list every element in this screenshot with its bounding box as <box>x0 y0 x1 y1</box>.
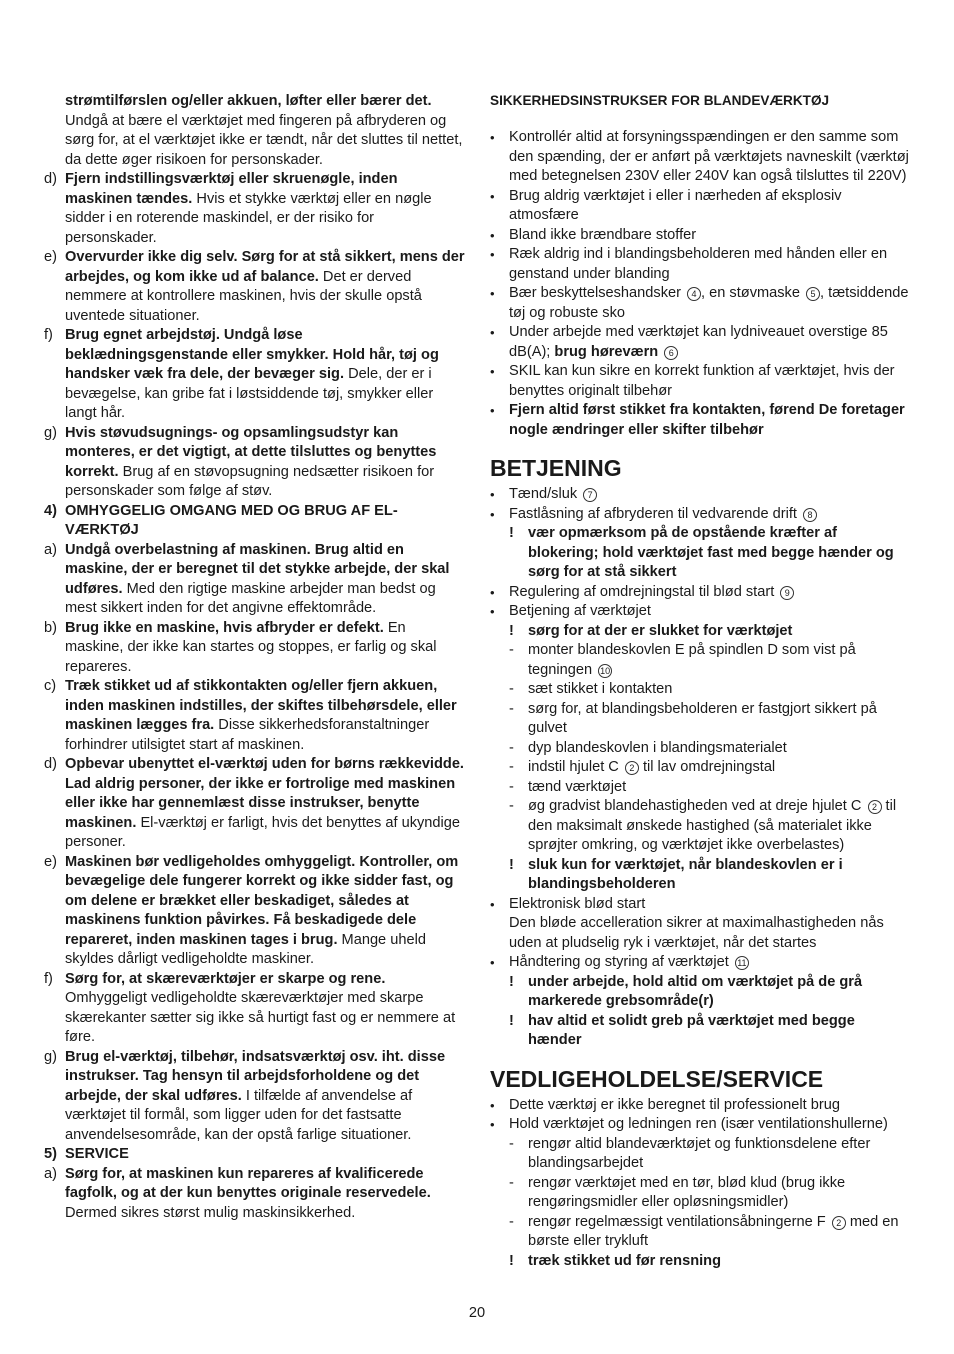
warning-item <box>490 622 910 642</box>
figure-ref-icon: 10 <box>600 665 611 676</box>
body-text: Disse sikkerhedsforanstaltninger forhindrer utilsigtet start af maskinen. <box>65 717 430 753</box>
figure-ref-icon: 7 <box>583 488 597 502</box>
bold-text: Maskinen bør vedligeholdes omhyggeligt. Kontroller, om bevægelige dele fungerer korrekt og ikke sidder fast, og om delene er brækket eller beskadiget, således at maskinens funktion påvirkes. Få beskadigede dele repareret, inden maskinen tages i brug. <box>65 853 459 948</box>
bold-text: Overvurder ikke dig selv. Sørg for at stå sikkert, mens der arbejdes, og kom ikke ud af balance. <box>65 249 465 285</box>
item-content <box>509 953 749 973</box>
bullet-icon: • <box>490 325 495 340</box>
bullet-icon: • <box>490 403 495 418</box>
body-text: dyp blandeskovlen i blandingsmaterialet <box>528 739 787 756</box>
body-text: Undgå at bære el værktøjet med fingeren på afbryderen og sørg for, at el værktøjet ikke er tændt, når det sluttes til nettet, da dette øger risikoen for personskader. <box>65 112 463 168</box>
bullet-item <box>490 602 910 622</box>
bullet-icon: • <box>490 188 495 204</box>
body-text: Omhyggeligt vedligeholdte skæreværktøjer med skarpe skærekanter sætter sig ikke så hurtigt fast og er nemmere at føre. <box>65 990 456 1045</box>
section-heading: BETJENING <box>490 455 622 481</box>
warning-item <box>490 1252 910 1272</box>
bullet-icon: • <box>490 286 495 301</box>
dash-item <box>490 700 910 739</box>
item-content <box>509 602 651 622</box>
item-content <box>528 856 910 895</box>
bullet-item <box>490 401 910 440</box>
dash-icon: - <box>509 759 514 775</box>
bold-text: hav altid et solidt greb på værktøjet med begge hænder <box>528 1012 855 1048</box>
bullet-icon: • <box>490 584 495 600</box>
item-content <box>509 362 910 401</box>
bullet-item <box>490 895 910 954</box>
item-content <box>509 505 817 525</box>
dash-item <box>490 1213 910 1252</box>
body-text: SKIL kan kun sikre en korrekt funktion af værktøjet, hvis der benyttes originalt tilbehør <box>509 363 895 399</box>
dash-item <box>490 797 910 856</box>
item-label: a) <box>44 541 57 558</box>
bold-text: Opbevar ubenyttet el-værktøj uden for børns rækkevidde. Lad aldrig personer, der ikke er fortrolige med maskinen eller ikke har gennemlæst disse instrukser, benytte maskinen. <box>65 756 464 831</box>
body-text: Kontrollér altid at forsyningsspændingen er den samme som den spænding, der er anført på værktøjets navneskilt (værktøj med betegnelsen 230V eller 240V kan også tilsluttes til 220V) <box>509 129 909 184</box>
item-content <box>65 248 468 326</box>
bullet-item <box>490 505 910 525</box>
bullet-item <box>490 1096 910 1116</box>
item-content <box>528 1012 910 1051</box>
text-run: øg gradvist blandehastigheden ved at dreje hjulet C <box>528 798 866 814</box>
item-content <box>528 778 626 798</box>
list-item <box>44 170 468 248</box>
section-heading: SIKKERHEDSINSTRUKSER FOR BLANDEVÆRKTØJ <box>490 93 830 108</box>
item-label: b) <box>44 619 57 636</box>
text-run: med en børste eller trykluft <box>528 1213 899 1249</box>
dash-icon: - <box>509 798 514 814</box>
dash-item <box>490 758 910 778</box>
exclamation-icon: ! <box>509 622 514 639</box>
dash-icon: - <box>509 1213 514 1230</box>
bold-text: Sørg for, at skæreværktøjer er skarpe og rene. <box>65 970 386 987</box>
item-content <box>509 284 910 323</box>
warning-item <box>490 1012 910 1051</box>
section-number: 5) <box>44 1146 57 1162</box>
item-content <box>528 524 910 583</box>
section-number: 4) <box>44 502 57 519</box>
bold-text: vær opmærksom på de opstående kræfter af blokering; hold værktøjet fast med begge hænder og sørg for at stå sikkert <box>528 525 894 580</box>
item-content <box>65 541 468 619</box>
item-content <box>528 973 910 1012</box>
item-label: f) <box>44 327 53 343</box>
item-label: e) <box>44 853 57 870</box>
item-content <box>65 424 468 502</box>
item-content <box>528 1135 910 1174</box>
item-content <box>509 583 794 603</box>
item-content <box>509 485 597 505</box>
bullet-item <box>490 187 910 226</box>
item-label: g) <box>44 1048 57 1065</box>
bold-text: Fjern indstillingsværktøj eller skruenøgle, inden maskinen tændes. <box>65 171 398 207</box>
item-label: f) <box>44 970 53 987</box>
body-text: Bland ikke brændbare stoffer <box>509 226 697 243</box>
list-item <box>44 619 468 678</box>
item-content <box>509 226 696 246</box>
bold-text: Træk stikket ud af stikkontakten og/eller fjern akkuen, inden maskinen indstilles, der skiftes tilbehørsdele, eller maskinen lægges fra. <box>65 678 457 733</box>
figure-ref-icon: 4 <box>687 287 701 301</box>
body-text: En maskine, der ikke kan startes og stoppes, er farlig og skal repareres. <box>65 619 437 675</box>
exclamation-icon: ! <box>509 856 514 873</box>
list-item <box>44 326 468 424</box>
bold-text: sørg for at der er slukket for værktøjet <box>528 622 793 639</box>
figure-ref-icon: 2 <box>832 1216 846 1230</box>
item-content <box>509 128 910 187</box>
figure-ref-icon: 11 <box>735 956 749 970</box>
item-content <box>65 619 468 678</box>
dash-item <box>490 1174 910 1213</box>
list-item <box>44 677 468 755</box>
bullet-item <box>490 226 910 246</box>
exclamation-icon: ! <box>509 1012 514 1029</box>
item-content <box>528 758 775 778</box>
bold-text: Sørg for, at maskinen kun repareres af kvalificerede fagfolk, og at der kun benyttes originale reservedele. <box>65 1165 431 1201</box>
bullet-icon: • <box>490 364 495 379</box>
item-content <box>528 739 787 759</box>
text-run <box>658 344 662 360</box>
item-content <box>509 1096 840 1116</box>
item-content <box>509 323 910 362</box>
item-content <box>509 895 910 954</box>
dash-icon: - <box>509 1135 514 1152</box>
body-text: sørg for, at blandingsbeholderen er fastgjort sikkert på gulvet <box>528 700 877 736</box>
bold-text: Hvis støvudsugnings- og opsamlingsudstyr kan monteres, er det vigtigt, at dette tilsluttes og benyttes korrekt. <box>65 424 437 480</box>
item-label: e) <box>44 249 57 265</box>
dash-item <box>490 641 910 680</box>
list-item <box>44 1165 468 1224</box>
dash-item <box>490 1135 910 1174</box>
figure-ref-icon: 6 <box>664 346 678 360</box>
item-content <box>509 187 910 226</box>
body-text: Betjening af værktøjet <box>509 603 651 619</box>
bullet-item <box>490 583 910 603</box>
bullet-icon: • <box>490 896 495 912</box>
list-item <box>44 424 468 502</box>
body-text: Hvis et stykke værktøj eller en nøgle sidder i en roterende maskindel, er der risiko for personskader. <box>65 190 432 246</box>
dash-item <box>490 739 910 759</box>
item-label: a) <box>44 1165 57 1182</box>
item-content <box>528 680 672 700</box>
dash-icon: - <box>509 681 514 697</box>
body-text: rengør værktøjet med en tør, blød klud (brug ikke rengøringsmidler eller opløsningsmidler) <box>528 1174 846 1210</box>
bullet-item <box>490 1115 910 1135</box>
section-heading <box>44 1145 468 1165</box>
item-content <box>528 797 910 856</box>
body-text: Dermed sikres størst mulig maskinsikkerhed. <box>65 1204 356 1221</box>
item-label: d) <box>44 171 57 187</box>
body-text: I tilfælde af anvendelse af værktøjet til formål, som ligger uden for det fastsatte anvendelsesområde, kan der opstå farlige situationer. <box>65 1087 413 1143</box>
text-run: , en støvmaske <box>701 285 805 301</box>
bold-text: under arbejde, hold altid om værktøjet på de grå markerede grebsområde(r) <box>528 973 863 1009</box>
text-run: Regulering af omdrejningstal til blød start <box>509 583 779 600</box>
body-text: Det er derved nemmere at kontrollere maskinen, hvis der skulle opstå uventede situationer. <box>65 268 422 324</box>
body-text: Ræk aldrig ind i blandingsbeholderen med hånden eller en genstand under blanding <box>509 246 888 282</box>
body-text: sæt stikket i kontakten <box>528 681 673 697</box>
list-item <box>44 755 468 853</box>
bold-text: Brug egnet arbejdstøj. Undgå løse beklædningsgenstande eller smykker. Hold hår, tøj og handsker væk fra dele, der bevæger sig. <box>65 327 439 382</box>
item-content <box>65 170 468 248</box>
text-run: Håndtering og styring af værktøjet <box>509 954 733 970</box>
exclamation-icon: ! <box>509 1252 514 1269</box>
body-text: Dette værktøj er ikke beregnet til professionelt brug <box>509 1096 840 1113</box>
figure-ref-icon: 8 <box>803 508 817 522</box>
item-content <box>528 1174 910 1213</box>
section-title: OMHYGGELIG OMGANG MED OG BRUG AF EL-VÆRKTØJ <box>65 502 398 538</box>
text-run: Tænd/sluk <box>509 486 582 502</box>
figure-ref-icon: 9 <box>780 586 794 600</box>
text-run: rengør regelmæssigt ventilationsåbningerne F <box>528 1213 830 1230</box>
bullet-icon: • <box>490 506 495 522</box>
right-column <box>490 92 910 1271</box>
exclamation-icon: ! <box>509 973 514 990</box>
section-title: SERVICE <box>65 1146 129 1162</box>
text-run: til lav omdrejningstal <box>638 759 776 775</box>
text-run: til den maksimalt ønskede hastighed (så materialet ikke sprøjter omkring, og værktøjet ikke overbelastes) <box>528 798 897 853</box>
section-heading: VEDLIGEHOLDELSE/SERVICE <box>490 1065 824 1092</box>
body-text: Dele, der er i bevægelse, kan gribe fat i løstsiddende tøj, smykker eller langt hår. <box>65 366 434 421</box>
item-label: d) <box>44 756 57 772</box>
figure-ref-icon: 2 <box>625 761 639 775</box>
list-item <box>44 970 468 1048</box>
bullet-icon: • <box>490 130 495 145</box>
bullet-item <box>490 362 910 401</box>
body-text: rengør altid blandeværktøjet og funktionsdelene efter blandingsarbejdet <box>528 1135 871 1171</box>
bullet-item <box>490 485 910 505</box>
bullet-icon: • <box>490 247 495 262</box>
text-run: monter blandeskovlen E på spindlen D som vist på tegningen <box>528 642 856 678</box>
bullet-item <box>490 953 910 973</box>
body-text: Hold værktøjet og ledningen ren (især ventilationshullerne) <box>509 1116 888 1132</box>
item-content <box>65 326 468 424</box>
item-content <box>509 401 910 440</box>
item-content <box>509 245 910 284</box>
item-content <box>65 677 468 755</box>
body-text: Brug af en støvopsugning nedsætter risikoen for personskader som følge af støv. <box>65 463 435 499</box>
section-heading <box>44 502 468 541</box>
body-text: Den bløde accelleration sikrer at maximalhastigheden nås uden at pludselig ryk i værktøjet, når det startes <box>509 915 884 951</box>
bullet-item <box>490 245 910 284</box>
bullet-icon: • <box>490 487 495 502</box>
text-run: , tætsiddende tøj og robuste sko <box>509 285 909 321</box>
body-text: Med den rigtige maskine arbejder man bedst og mest sikkert inden for det angivne effektområde. <box>65 580 436 616</box>
item-content <box>528 622 792 642</box>
item-label: g) <box>44 424 57 441</box>
list-item <box>44 248 468 326</box>
item-content <box>65 1165 468 1224</box>
text-run: Bær beskyttelseshandsker <box>509 285 686 301</box>
bullet-icon: • <box>490 1097 495 1113</box>
warning-item <box>490 524 910 583</box>
bold-text: brug høreværn <box>554 343 659 360</box>
dash-item <box>490 778 910 798</box>
body-text: Brug aldrig værktøjet i eller i nærheden af eksplosiv atmosfære <box>509 187 842 223</box>
dash-item <box>490 680 910 700</box>
bold-text: Brug ikke en maskine, hvis afbryder er defekt. <box>65 619 384 636</box>
item-content <box>528 700 910 739</box>
left-column <box>44 92 468 1223</box>
dash-icon: - <box>509 778 514 795</box>
bold-text: træk stikket ud før rensning <box>528 1252 721 1269</box>
bold-text: Brug el-værktøj, tilbehør, indsatsværktøj osv. iht. disse instrukser. Tag hensyn til arbejdsforholdene og det arbejde, der skal udføres. <box>65 1048 446 1104</box>
bullet-icon: • <box>490 604 495 619</box>
body-text: Elektronisk blød start <box>509 895 646 912</box>
dash-icon: - <box>509 642 514 658</box>
bold-text: sluk kun for værktøjet, når blandeskovlen er i blandingsbeholderen <box>528 856 843 892</box>
list-item <box>44 1048 468 1146</box>
exclamation-icon: ! <box>509 525 514 541</box>
figure-ref-icon: 5 <box>806 287 820 301</box>
bold-text: Undgå overbelastning af maskinen. Brug altid en maskine, der er beregnet til det stykke arbejde, der skal udføres. <box>65 541 450 597</box>
paragraph <box>44 92 468 170</box>
item-label: c) <box>44 678 57 694</box>
list-item <box>44 541 468 619</box>
dash-icon: - <box>509 739 514 756</box>
dash-icon: - <box>509 1174 514 1191</box>
item-content <box>65 1048 468 1146</box>
item-content <box>509 1115 888 1135</box>
item-content <box>528 1213 910 1252</box>
text-run: indstil hjulet C <box>528 759 623 775</box>
body-text: El-værktøj er farligt, hvis det benyttes af ukyndige personer. <box>65 814 461 850</box>
item-content <box>65 755 468 853</box>
bold-text: strømtilførslen og/eller akkuen, løfter eller bærer det. <box>65 93 432 109</box>
list-item <box>44 853 468 970</box>
item-content <box>65 970 468 1048</box>
text-run: Fastlåsning af afbryderen til vedvarende drift <box>509 505 802 522</box>
bullet-icon: • <box>490 955 495 970</box>
bullet-item <box>490 323 910 362</box>
figure-ref-icon: 2 <box>868 800 882 814</box>
warning-item <box>490 856 910 895</box>
bullet-item <box>490 128 910 187</box>
bullet-icon: • <box>490 227 495 243</box>
warning-item <box>490 973 910 1012</box>
bold-text: Fjern altid først stikket fra kontakten, førend De foretager nogle ændringer eller skifter tilbehør <box>509 402 905 438</box>
item-content <box>528 641 910 680</box>
bullet-icon: • <box>490 1117 495 1132</box>
dash-icon: - <box>509 700 514 717</box>
body-text: Mange uheld skyldes dårligt vedligeholdte maskiner. <box>65 931 426 967</box>
bullet-item <box>490 284 910 323</box>
body-text: tænd værktøjet <box>528 778 627 795</box>
item-content <box>65 853 468 970</box>
text-run: Under arbejde med værktøjet kan lydniveauet overstige 85 dB(A); <box>509 324 888 360</box>
page-number: 20 <box>468 1305 486 1321</box>
item-content <box>528 1252 721 1272</box>
